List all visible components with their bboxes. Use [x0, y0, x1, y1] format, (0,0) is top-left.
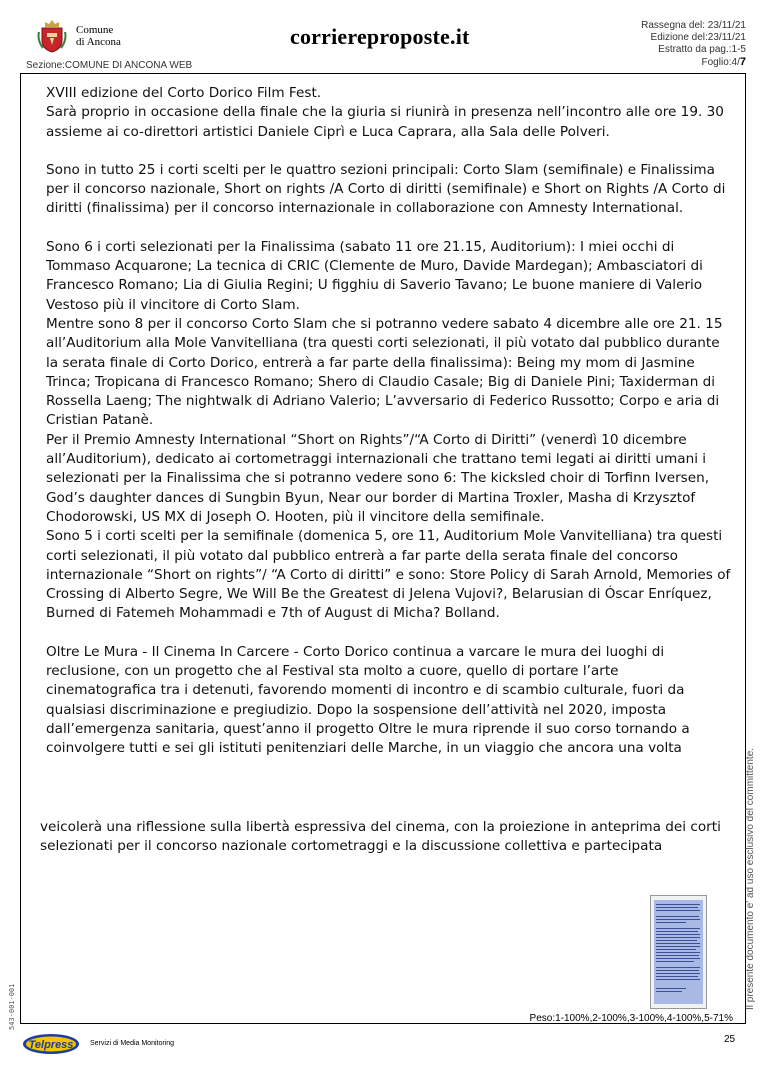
thumbnail-preview	[654, 900, 703, 1004]
telpress-logo-icon	[22, 1033, 80, 1055]
comune-name-line1: Comune	[76, 24, 114, 36]
estratto-pages: Estratto da pag.:1-5	[658, 44, 746, 55]
article-paragraph-1: XVIII edizione del Corto Dorico Film Fest. Sarà proprio in occasione della finale che la giuria si riunirà in presenza nell’incontro alle ore 19. 30 assieme ai co-direttori artistici Daniele Ciprì e Luca Caprara, alla Sala delle Polveri.	[46, 85, 724, 140]
article-body	[46, 84, 732, 759]
press-meta	[641, 20, 746, 69]
article-paragraph-2: Sono in tutto 25 i corti scelti per le quattro sezioni principali: Corto Slam (semifinale) e Finalissima per il concorso nazionale, Short on rights /A Corto di diritti (semifinale) e Short on Rights /A Corto di diritti (finalissima) per il concorso internazionale in collaborazione con Amnesty International.	[46, 161, 726, 217]
article-continuation	[40, 818, 730, 857]
foglio	[641, 56, 746, 69]
comune-name	[76, 24, 121, 48]
site-title: corriereproposte.it	[290, 24, 470, 49]
foglio-total: 7	[739, 56, 746, 68]
peso-label: Peso:1-100%,2-100%,3-100%,4-100%,5-71%	[529, 1013, 733, 1024]
sezione-label: Sezione:COMUNE DI ANCONA WEB	[26, 60, 193, 71]
article-paragraph-4: Oltre Le Mura - Il Cinema In Carcere - Corto Dorico continua a varcare le mura dei luoghi di reclusione, con un progetto che al Festival sta molto a cuore, quello di portare l’arte cinematografica tra i detenuti, favorendo momenti di incontro e di scambio culturale, fuori da qualsiasi discriminazione e pregiudizio. Dopo la sospensione dell’attività nel 2020, imposta dall’emergenza sanitaria, quest’anno il progetto Oltre le mura riprende il suo corso tornando a coinvolgere tutti e sei gli istituti penitenziari delle Marche, in un viaggio che ancora una volta	[46, 643, 690, 757]
article-continuation-text: veicolerà una riflessione sulla libertà espressiva del cinema, con la proiezione in anteprima dei corti selezionati per il concorso nazionale cortometraggi e la discussione collettiva e partecipata	[40, 819, 721, 855]
document-code: 543-001-001	[8, 983, 16, 1030]
edizione-date: Edizione del:23/11/21	[650, 32, 746, 43]
usage-disclaimer: Il presente documento e' ad uso esclusivo del committente.	[745, 747, 756, 1010]
comune-name-line2: di Ancona	[76, 36, 121, 48]
page-number: 25	[724, 1034, 736, 1045]
servizi-label: Servizi di Media Monitoring	[90, 1040, 175, 1047]
comune-crest-icon	[37, 18, 67, 54]
foglio-prefix: Foglio:4/	[701, 57, 740, 68]
page-thumbnail	[650, 895, 707, 1009]
article-paragraph-3: Sono 6 i corti selezionati per la Finalissima (sabato 11 ore 21.15, Auditorium): I miei occhi di Tommaso Acquarone; La tecnica di CRIC (Clemente de Muro, Davide Mardegan); Ambasciatori di Francesco Romano; Lia di Giulia Regini; U figghiu di Saverio Tavano; Le buone maniere di Valerio Vestoso più il vincitore di Corto Slam. Mentre sono 8 per il concorso Corto Slam che si potranno vedere sabato 4 dicembre alle ore 21. 15 all’Auditorium alla Mole Vanvitelliana (tra questi corti selezionati, il più votato dal pubblico durante la serata finale di Corto Dorico, entrerà a far parte della finalissima): Being my mom di Jasmine Trinca; Tropicana di Francesco Romano; Shero di Claudio Casale; Big di Daniele Pini; Taxiderman di Rossella Laeng; The nightwalk di Adriano Valerio; L’avversario di Federico Russotto; Corpo e aria di Cristian Patanè. Per il Premio Amnesty International “Short on Rights”/“A Corto di Diritti” (venerdì 10 dicembre all’Auditorium), dedicato ai cortometraggi internazionali che trattano temi legati ai diritti umani i selezionati per la Finalissima che si potranno vedere sono 6: The kicksled choir di Torfinn Iversen, God’s daughter dances di Sungbin Byun, Near our border di Martina Troxler, Masha di Krzysztof Chodorowski, US MX di Joseph O. Hooten, più il vincitore della semifinale. Sono 5 i corti scelti per la semifinale (domenica 5, ore 11, Auditorium Mole Vanvitelliana) tra questi corti selezionati, il più votato dal pubblico entrerà a far parte della serata finale del concorso internazionale “Short on rights”/ “A Corto di diritti” e sono: Store Policy di Sarah Arnold, Memories of Crossing di Alberto Segre, We Will Be the Greatest di Jelena Vujovi?, Belarusian di Óscar Enríquez, Burned di Fatemeh Mohammadi e 7th of August di Micha? Bolland.	[46, 238, 731, 622]
rassegna-date: Rassegna del: 23/11/21	[641, 20, 746, 31]
telpress-logo-text: Telpress	[28, 1039, 74, 1051]
page-header	[20, 16, 746, 74]
